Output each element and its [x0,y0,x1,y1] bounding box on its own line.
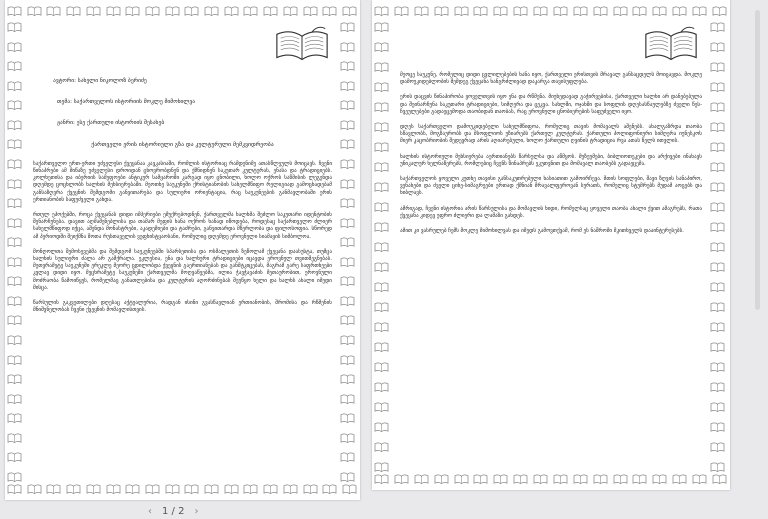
open-book-icon [692,2,708,16]
open-book-icon [263,2,279,16]
open-book-icon [7,409,23,423]
open-book-icon [454,470,470,484]
open-book-icon [414,2,430,16]
open-book-icon [340,96,356,110]
open-book-icon [106,480,122,494]
open-book-icon [243,480,259,494]
open-book-icon [473,470,489,484]
open-book-icon [66,480,82,494]
open-book-icon [710,358,726,372]
open-book-icon [374,58,390,72]
open-book-icon [340,155,356,169]
open-book-icon [340,194,356,208]
meta-genre: ჟანრი: ესე ქართული ისტორიის შესახებ [57,120,165,127]
open-book-icon [340,390,356,404]
open-book-icon [652,2,668,16]
open-book-icon [7,390,23,404]
open-book-icon [7,272,23,286]
page-border-bottom [372,470,730,488]
open-book-icon [340,370,356,384]
open-book-icon [642,22,700,66]
open-book-icon [342,2,358,16]
open-book-icon [672,470,688,484]
open-book-icon [7,351,23,365]
page-border-right [340,18,358,482]
open-book-icon [184,2,200,16]
open-book-icon [710,178,726,192]
open-book-icon [7,292,23,306]
page-border-left [7,18,25,482]
open-book-icon [7,38,23,52]
page-border-top [5,2,360,20]
open-book-icon [374,298,390,312]
open-book-icon [340,18,356,32]
open-book-icon [710,438,726,452]
open-book-icon [710,258,726,272]
open-book-icon [710,238,726,252]
open-book-icon [7,370,23,384]
open-book-icon [710,58,726,72]
open-book-icon [374,338,390,352]
paragraph: ერის დაცვის წინაპირობა ყოველთვის იყო ენა და რწმენა. მიუხედავად გაჭირვებისა, ქართველი ხალხი არ დანებებულა და შეინარჩუნა საკუთარი ტრადიციები, სიმღერა და ცეკვა. სახლში, ოჯახში და სოფლის დღესასწაულებზე ძველი წეს-ჩვეულებები გადაეცემოდა თაობიდან თაობას, რაც ეროვნული ცნობიერების საფუძველი იყო. [400,94,702,115]
open-book-icon [672,2,688,16]
paragraph: ამრიგად, ჩვენი ისტორია არის წარსულისა და მომავლის ხიდი, რომელსაც ყოველი თაობა ახალი ქვით ამაგრებს, რათა ქვეყანა კიდევ უფრო ძლიერი და ლამაზი გახდეს. [400,205,702,219]
open-book-icon [434,470,450,484]
open-book-icon [712,2,728,16]
open-book-icon [374,258,390,272]
open-book-icon [263,480,279,494]
open-book-icon [340,351,356,365]
open-book-icon [553,2,569,16]
open-book-icon [710,418,726,432]
open-book-icon [374,318,390,332]
open-book-icon [7,214,23,228]
open-book-icon [553,470,569,484]
open-book-icon [7,448,23,462]
open-book-icon [7,135,23,149]
open-book-icon [374,278,390,292]
open-book-icon [184,480,200,494]
open-book-icon [374,158,390,172]
paragraph: რთულ ეპოქებში, როცა ქვეყანას დიდი იმპერიები ემუქრებოდნენ, ქართველმა ხალხმა შეძლო საკუთარი იდენტობის შენარჩუნება. დავით აღმაშენებლისა და თამარ მეფის ხანა ოქროს ხანად იწოდება, როდესაც საქართველო ძლიერ სახელმწიფოდ იქცა, აშენდა მონასტრები, აკადემიები და ტაძრები, განვითარდა მწერლობა და ფილოსოფია. სწორედ ამ პერიოდში შეიქმნა შოთა რუსთაველის ვეფხისტყაოსანი, რომელიც დღემდე ეროვნული სიამაყის სიმბოლოა. [33,212,332,240]
open-book-icon [710,378,726,392]
open-book-icon [27,2,43,16]
open-book-icon [710,398,726,412]
paragraph: ამით კი ვასრულებ ჩემს მოკლე მიმოხილვას და იმედს გამოვთქვამ, რომ ეს ნაშრომი მკითხველს დააინტერესებს. [400,228,684,235]
open-book-icon [632,2,648,16]
open-book-icon [7,233,23,247]
open-book-icon [710,198,726,212]
chevron-right-icon[interactable]: › [194,505,199,517]
open-book-icon [145,2,161,16]
open-book-icon [46,480,62,494]
open-book-icon [710,118,726,132]
open-book-icon [273,22,331,66]
open-book-icon [613,470,629,484]
open-book-icon [533,2,549,16]
open-book-icon [493,2,509,16]
open-book-icon [7,116,23,130]
paragraph: წარსულის გაკვეთილები დღესაც აქტუალურია, რადგან ისინი გვასწავლიან ერთიანობის, შრომისა და რწმენის მნიშვნელობას ჩვენი ქვეყნის მომავლისთვის. [33,300,332,314]
chevron-left-icon[interactable]: ‹ [148,505,152,517]
open-book-icon [374,98,390,112]
open-book-icon [394,2,410,16]
open-book-icon [7,253,23,267]
page-border-bottom [5,480,360,498]
open-book-icon [652,470,668,484]
open-book-icon [374,2,390,16]
open-book-icon [243,2,259,16]
page-border-left [374,18,392,472]
open-book-icon [374,398,390,412]
open-book-icon [340,311,356,325]
open-book-icon [7,77,23,91]
page-1 [5,0,360,500]
open-book-icon [340,214,356,228]
open-book-icon [374,138,390,152]
paragraph: საქართველოს ყოველი კუთხე თავისი განსაკუთრებული ხასიათით გამოირჩევა. მთის სოფლები, შავი ზღვის სანაპირო, ვენახები და ძველი ციხე-სიმაგრეები ერთად ქმნიან მრავალფეროვან სურათს, რომელიც სტუმრებს მუდამ აოცებს და ხიბლავს. [400,176,702,197]
page-indicator: 1 / 2 [162,505,185,517]
open-book-icon [692,470,708,484]
open-book-icon [374,418,390,432]
open-book-icon [204,2,220,16]
open-book-icon [374,378,390,392]
open-book-icon [533,470,549,484]
open-book-icon [224,480,240,494]
paragraph: საქართველო ერთ-ერთი უძველესი ქვეყანაა კავკასიაში, რომლის ისტორიაც რამდენიმე ათასწლეულს მოიცავს. ჩვენი წინაპრები ამ მიწაზე უძველესი დროიდან ცხოვრობდნენ და ქმნიდნენ საკუთარ კულტურას, ენასა და ტრადიციებს. კოლხეთისა და იბერიის სამეფოები ანტიკურ სამყაროში კარგად იყო ცნობილი, ხოლო ოქროს საწმისის ლეგენდა დღემდე ცოცხლობს ხალხის მეხსიერებაში. მეოთხე საუკუნეში ქრისტიანობის სახელმწიფო რელიგიად გამოცხადებამ განსაზღვრა ქვეყნის შემდგომი განვითარება და სულიერი ორიენტაცია, რაც საუკუნეების განმავლობაში ერის ერთიანობის საფუძველი გახდა. [33,160,332,203]
open-book-icon [374,238,390,252]
open-book-icon [710,138,726,152]
open-book-icon [303,480,319,494]
open-book-icon [165,2,181,16]
open-book-icon [283,2,299,16]
open-book-icon [27,480,43,494]
vertical-scrollbar[interactable] [755,10,760,310]
open-book-icon [593,470,609,484]
open-book-icon [434,2,450,16]
paragraph: დღეს საქართველო დამოუკიდებელი სახელმწიფოა, რომელიც თავის მომავალს აშენებს. ახალგაზრდა თაობა სწავლობს, მოგზაურობს და მსოფლიოს უზიარებს ქართულ კულტურას. ქართული პოლიფონიური სიმღერა იუნესკოს მიერ კაცობრიობის შედევრად არის აღიარებული, ხოლო ქართული ღვინის ტრადიცია რვა ათას წელს ითვლის. [400,124,702,145]
open-book-icon [632,470,648,484]
page-2 [372,0,730,490]
open-book-icon [710,458,726,472]
open-book-icon [710,18,726,32]
meta-author: ავტორი: სახელი ნიკოლოზ ბერიძე [53,78,147,84]
open-book-icon [493,470,509,484]
open-book-icon [340,409,356,423]
document-meta [33,78,332,128]
page-1-content [33,78,332,322]
open-book-icon [394,470,410,484]
open-book-icon [340,57,356,71]
open-book-icon [340,38,356,52]
open-book-icon [710,158,726,172]
open-book-icon [86,2,102,16]
open-book-icon [7,194,23,208]
open-book-icon [322,2,338,16]
open-book-icon [414,470,430,484]
open-book-icon [340,77,356,91]
open-book-icon [454,2,470,16]
open-book-icon [46,2,62,16]
open-book-icon [374,18,390,32]
open-book-icon [303,2,319,16]
open-book-icon [340,448,356,462]
open-book-icon [7,468,23,482]
open-book-icon [7,96,23,110]
open-book-icon [710,38,726,52]
open-book-icon [340,429,356,443]
open-book-icon [340,135,356,149]
open-book-icon [125,2,141,16]
meta-topic: თემა: საქართველოს ისტორიის მოკლე მიმოხილვა [57,99,196,106]
open-book-icon [374,198,390,212]
open-book-icon [374,178,390,192]
open-book-icon [374,438,390,452]
paragraph: ხალხის ისტორიული მეხსიერება აერთიანებს წარსულსა და აწმყოს. მუზეუმები, ბიბლიოთეკები და არქივები ინახავს უნიკალურ ხელნაწერებს, რომლებიც ჩვენს წინაპრებს ეკუთვნით და მომავალ თაობებს გადაეცემა. [400,153,702,167]
open-book-icon [374,218,390,232]
open-book-icon [145,480,161,494]
open-book-icon [224,2,240,16]
open-book-icon [340,253,356,267]
open-book-icon [7,2,23,16]
open-book-icon [340,233,356,247]
open-book-icon [710,298,726,312]
open-book-icon [340,175,356,189]
paragraph: მეოცე საუკუნე, რომელიც დიდი ცვლილებების ხანა იყო, ქართველი ერისთვის მრავალ განსაცდელს მოიცავდა. მოკლე დამოუკიდებლობის შემდეგ ქვეყანა ხანგრძლივად დაკარგა თავისუფლება. [400,72,702,86]
open-book-icon [7,155,23,169]
open-book-icon [374,118,390,132]
open-book-icon [7,175,23,189]
open-book-icon [66,2,82,16]
open-book-icon [613,2,629,16]
open-book-icon [340,116,356,130]
open-book-icon [593,2,609,16]
open-book-icon [374,38,390,52]
open-book-icon [340,468,356,482]
open-book-icon [7,429,23,443]
open-book-icon [7,18,23,32]
open-book-icon [710,278,726,292]
page-border-top [372,2,730,20]
open-book-icon [322,480,338,494]
open-book-icon [573,2,589,16]
open-book-icon [374,358,390,372]
open-book-icon [7,57,23,71]
open-book-icon [340,272,356,286]
open-book-icon [125,480,141,494]
open-book-icon [573,470,589,484]
document-heading: ქართველი ერის ისტორიული გზა და კულტურული მემკვიდრეობა [91,141,274,148]
open-book-icon [710,78,726,92]
open-book-icon [513,2,529,16]
open-book-icon [473,2,489,16]
open-book-icon [710,318,726,332]
open-book-icon [710,218,726,232]
open-book-icon [165,480,181,494]
paragraph: მონღოლთა შემოსევებმა და შემდგომ საუკუნეებში სპარსეთისა და ოსმალეთის ზეწოლამ ქვეყანა დაასუსტა, თუმცა ხალხის სულიერი ძალა არ გამქრალა. ეკლესია, ენა და ხალხური ტრადიციები იცავდა ეროვნულ თვითშეგნებას. მეთვრამეტე საუკუნეში ერეკლე მეორე ცდილობდა ქვეყნის გაერთიანებას და განმტკიცებას, მაგრამ გარე საფრთხეები კვლავ დიდი იყო. მეცხრამეტე საუკუნეში ქართველმა მოღვაწეებმა, ილია ჭავჭავაძის მეთაურობით, ეროვნული მოძრაობა წამოიწყეს, რომელმაც განათლებისა და კულტურის აღორძინებას შეუწყო ხელი და ხალხს ახალი იმედი მისცა. [33,248,332,291]
page-navigator [148,503,198,519]
page-2-content [400,72,702,243]
open-book-icon [710,338,726,352]
open-book-icon [106,2,122,16]
open-book-icon [513,470,529,484]
open-book-icon [710,98,726,112]
open-book-icon [283,480,299,494]
page-border-right [710,18,728,472]
open-book-icon [374,78,390,92]
open-book-icon [7,311,23,325]
open-book-icon [374,458,390,472]
open-book-icon [86,480,102,494]
open-book-icon [204,480,220,494]
open-book-icon [7,331,23,345]
open-book-icon [340,292,356,306]
open-book-icon [340,331,356,345]
